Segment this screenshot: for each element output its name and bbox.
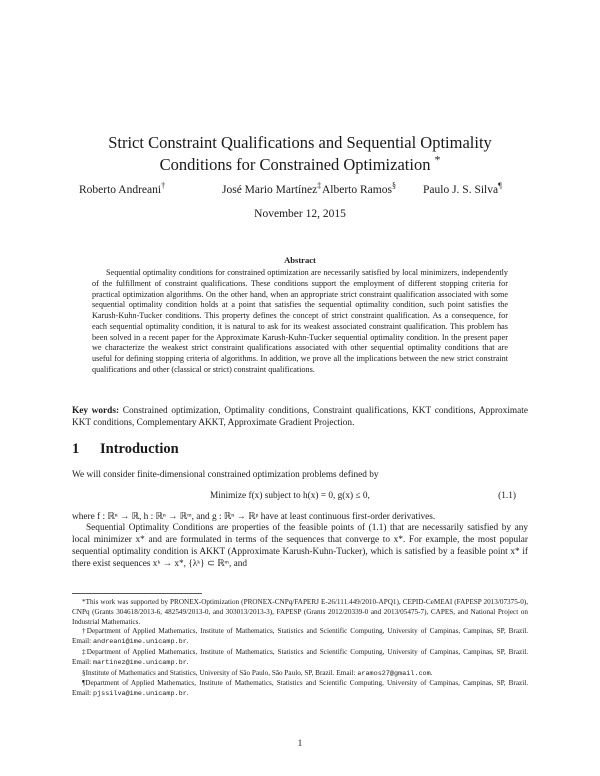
author-name: Roberto Andreani: [79, 184, 162, 196]
footnote-text: §Institute of Mathematics and Statistics, University of São Paulo, São Paulo, SP, Brazil. Email:: [82, 668, 358, 677]
footnote-text: ¶Department of Applied Mathematics, Institute of Mathematics, Statistics and Scientific Computing, University of Campinas, Campinas, SP, Brazil. Email:: [72, 679, 528, 698]
author-3: [322, 181, 396, 196]
author-name: Paulo J. S. Silva: [423, 184, 499, 196]
email-link[interactable]: martinez@ime.unicamp.br: [92, 658, 187, 667]
footnote-funding: [72, 598, 528, 627]
section-heading: [72, 441, 179, 458]
author-name: José Mario Martínez: [222, 184, 318, 196]
email-link[interactable]: andreani@ime.unicamp.br: [92, 638, 187, 647]
author-mark: ¶: [498, 181, 502, 191]
paper-title: [60, 132, 540, 176]
intro-paragraph-2: where f : ℝⁿ → ℝ, h : ℝⁿ → ℝᵐ, and g : ℝⁿ → ℝᵖ have at least continuous first-order derivatives.: [72, 512, 436, 522]
author-mark: ‡: [317, 181, 322, 191]
email-link[interactable]: pjssilva@ime.unicamp.br: [92, 690, 187, 699]
author-mark: §: [391, 181, 396, 191]
footnote-ramos: §Institute of Mathematics and Statistics, University of São Paulo, São Paulo, SP, Brazil. Email: aramos27@gmail.com.: [82, 668, 433, 678]
footnote-text: ‡Department of Applied Mathematics, Institute of Mathematics, Statistics and Scientific Computing, University of Campinas, Campinas, SP, Brazil. Email:: [72, 647, 528, 666]
equation-number: (1.1): [498, 491, 516, 501]
author-4: [423, 181, 502, 196]
footnote-martinez: ‡Department of Applied Mathematics, Institute of Mathematics, Statistics and Scientific Computing, University of Campinas, Campinas, SP, Brazil. Email: martinez@ime.unicamp.br.: [72, 647, 528, 667]
page-number: 1: [297, 739, 303, 749]
author-name: Alberto Ramos: [322, 184, 392, 196]
abstract-heading: Abstract: [284, 255, 316, 265]
section-number: 1: [72, 441, 80, 457]
intro-paragraph-1: We will consider finite-dimensional constrained optimization problems defined by: [72, 470, 379, 480]
author-1: [79, 181, 166, 196]
title-footnote-mark: *: [434, 154, 441, 167]
footnote-rule: [72, 593, 202, 594]
keywords: [72, 405, 528, 429]
title-line-1: Strict Constraint Qualifications and Sequential Optimality: [108, 133, 492, 152]
email-link[interactable]: aramos27@gmail.com: [357, 669, 431, 678]
section-title: Introduction: [100, 441, 179, 457]
intro-paragraph-3: Sequential Optimality Conditions are properties of the feasible points of (1.1) that are necessarily satisfied by any local minimizer x* and are formulated in terms of the sequences that converge to x*. For example, the most popular sequential optimality condition is AKKT (Approximate Karush-Kuhn-Tucker), which is satisfied by a feasible point x* if there exist sequences xᵏ → x*, {λᵏ} ⊂ ℝᵐ, and: [72, 523, 528, 569]
author-2: [222, 181, 322, 196]
footnote-text: *This work was supported by PRONEX-Optimization (PRONEX-CNPq/FAPERJ E-26/111.449/2010-APQ1), CEPID-CeMEAI (FAPESP 2013/07375-0), CNPq (Grants 304618/2013-6, 482549/2013-0, and 303013/2013-3), FAPESP (Grants 2012/20339-0 and 2013/05475-7), CAPES, and National Project on Industrial Mathematics.: [72, 598, 528, 626]
title-line-2: [60, 154, 540, 176]
author-mark: †: [161, 181, 166, 191]
title-line-2-text: Conditions for Constrained Optimization: [159, 155, 431, 174]
footnote-text: †Department of Applied Mathematics, Institute of Mathematics, Statistics and Scientific Computing, University of Campinas, Campinas, SP, Brazil. Email:: [72, 627, 528, 646]
footnote-andreani: †Department of Applied Mathematics, Institute of Mathematics, Statistics and Scientific Computing, University of Campinas, Campinas, SP, Brazil. Email: andreani@ime.unicamp.br.: [72, 627, 528, 647]
abstract-body: Sequential optimality conditions for constrained optimization are necessarily satisfied by local minimizers, independently of the fulfillment of constraint qualifications. These conditions support the employment of different stopping criteria for practical optimization algorithms. On the other hand, when an appropriate strict constraint qualification associated with some sequential optimality condition holds at a point that satisfies the sequential optimality condition, such point satisfies the Karush-Kuhn-Tucker conditions. This property defines the concept of strict constraint qualification. As a consequence, for each sequential optimality condition, it is natural to ask for its weakest associated constraint qualification. This problem has been solved in a recent paper for the Approximate Karush-Kuhn-Tucker sequential optimality condition. In the present paper we characterize the weakest strict constraint qualifications associated with other sequential optimality conditions that are useful for defining stopping criteria of algorithms. In addition, we prove all the implications between the new strict constraint qualifications and other (classical or strict) constraint qualifications.: [92, 268, 508, 374]
keywords-label: Key words:: [72, 406, 120, 416]
footnotes: [72, 598, 528, 700]
footnote-silva: ¶Department of Applied Mathematics, Institute of Mathematics, Statistics and Scientific Computing, University of Campinas, Campinas, SP, Brazil. Email: pjssilva@ime.unicamp.br.: [72, 679, 528, 699]
paper-date: November 12, 2015: [254, 208, 346, 220]
equation-body: Minimize f(x) subject to h(x) = 0, g(x) ≤ 0,: [210, 491, 370, 501]
keywords-text: Constrained optimization, Optimality conditions, Constraint qualifications, KKT conditions, Approximate KKT conditions, Complementary AKKT, Approximate Gradient Projection.: [72, 406, 528, 428]
